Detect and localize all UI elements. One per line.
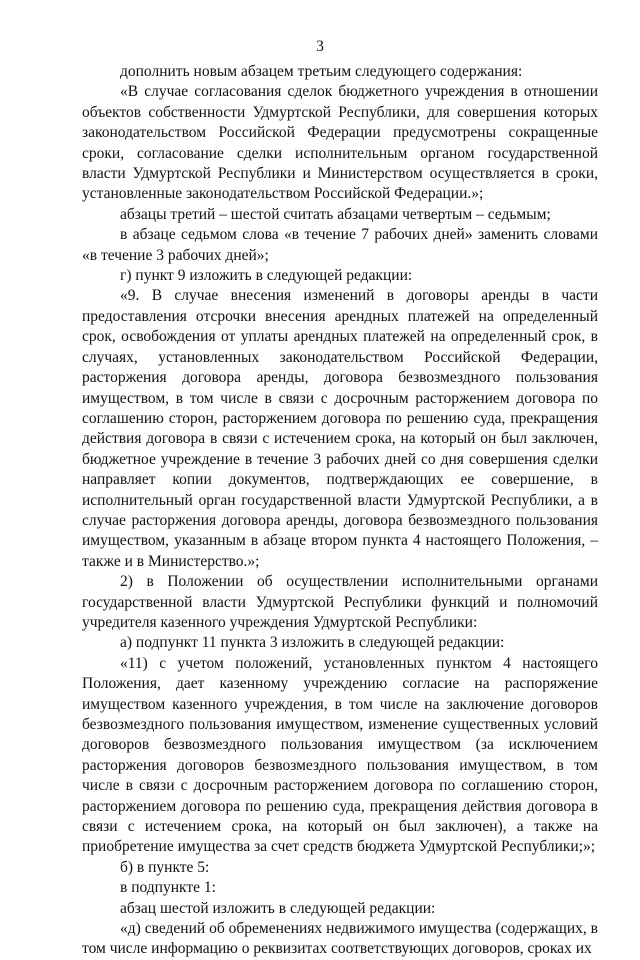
paragraph: а) подпункт 11 пункта 3 изложить в следующей редакции: <box>120 634 505 652</box>
paragraph: абзац шестой изложить в следующей редакции: <box>120 899 436 917</box>
paragraph: «11) с учетом положений, установленных пунктом 4 настоящего Положения, дает казенному учреждению согласие на распоряжение имуществом казенного учреждения, в том числе на заключение договоров безвозмездного пользования имуществом, изменение существенных условий договоров безвозмездного пользования имуществом (за исключением расторжения договоров безвозмездного пользования имуществом, в том числе в связи с досрочным расторжением договора по соглашению сторон, расторжением договора по решению суда, прекращения действия договора в связи с истечением срока, на который он был заключен), а также на приобретение имущества за счет средств бюджета Удмуртской Республики;»; <box>82 654 598 856</box>
paragraph: в подпункте 1: <box>120 879 216 897</box>
paragraph: «д) сведений об обременениях недвижимого имущества (содержащих, в том числе информацию о реквизитах соответствующих договоров, сроках их <box>82 920 598 958</box>
paragraph: дополнить новым абзацем третьим следующего содержания: <box>120 63 523 80</box>
paragraph: «В случае согласования сделок бюджетного учреждения в отношении объектов собственности Удмуртской Республики, для совершения которых законодательством Российской Федерации предусмотрены сокращенные сроки, согласование сделки исполнительным органом государственной власти Удмуртской Республики и Министерством осуществляется в сроки, установленные законодательством Российской Федерации.»; <box>82 83 598 203</box>
paragraph: в абзаце седьмом слова «в течение 7 рабочих дней» заменить словами «в течение 3 рабочих дней»; <box>82 226 598 264</box>
document-body <box>82 62 598 960</box>
paragraph: 2) в Положении об осуществлении исполнительными органами государственной власти Удмуртской Республики функций и полномочий учредителя казенного учреждения Удмуртской Республики: <box>82 573 598 631</box>
paragraph: г) пункт 9 изложить в следующей редакции: <box>120 267 413 285</box>
paragraph: «9. В случае внесения изменений в договоры аренды в части предоставления отсрочки внесения арендных платежей на определенный срок, освобождения от уплаты арендных платежей на определенный срок, в случаях, установленных законодательством Российской Федерации, расторжения договора аренды, договора безвозмездного пользования имуществом, в том числе в связи с досрочным расторжением договора по соглашению сторон, расторжением договора по решению суда, прекращения действия договора в связи с истечением срока, на который он был заключен, бюджетное учреждение в течение 3 рабочих дней со дня совершения сделки направляет копии документов, подтверждающих ее совершение, в исполнительный орган государственной власти Удмуртской Республики, а в случае расторжения договора аренды, договора безвозмездного пользования имуществом, указанным в абзаце втором пункта 4 настоящего Положения, – также и в Министерство.»; <box>82 287 598 570</box>
page-number: 3 <box>316 38 324 55</box>
paragraph: абзацы третий – шестой считать абзацами четвертым – седьмым; <box>120 205 551 223</box>
paragraph: б) в пункте 5: <box>120 858 210 876</box>
